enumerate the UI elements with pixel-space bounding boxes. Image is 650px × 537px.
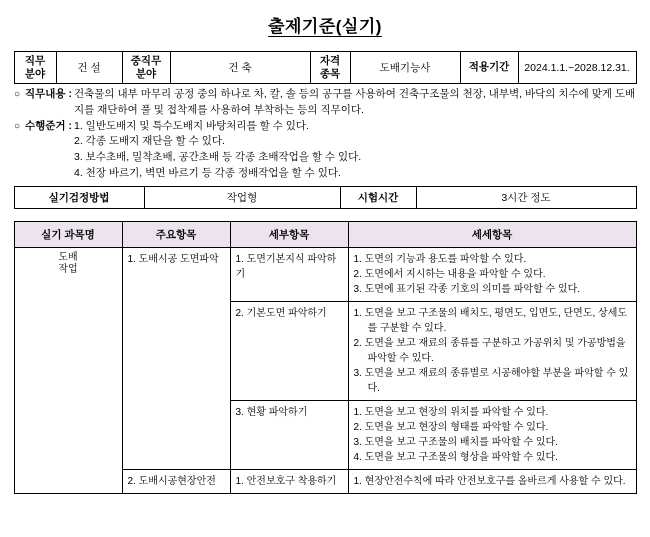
cell-subdetail-1-1 [348, 247, 636, 301]
performance-criteria-label: 수행준거 : [25, 119, 72, 132]
performance-criteria-row [14, 119, 636, 182]
list-item: 2. 도면에서 지시하는 내용을 파악할 수 있다. [353, 268, 546, 280]
circle-marker-icon: ○ [14, 120, 21, 132]
cell-detail-1-3: 3. 현황 파악하기 [230, 400, 348, 469]
list-item: 4. 도면을 보고 구조물의 형상을 파악할 수 있다. [353, 451, 558, 463]
list-item: 1. 현장안전수칙에 따라 안전보호구를 올바르게 사용할 수 있다. [353, 475, 626, 487]
list-item: 3. 도면을 보고 구조물의 배치를 파악할 수 있다. [353, 436, 558, 448]
field-label-duty-field: 직무 분야 [14, 52, 56, 84]
column-header-subdetail: 세세항목 [348, 221, 636, 247]
column-header-subject: 실기 과목명 [14, 221, 122, 247]
field-value-period: 2024.1.1.~2028.12.31. [518, 52, 636, 84]
list-item: 1. 도면을 보고 구조물의 배치도, 평면도, 입면도, 단면도, 상세도를 구분할 수 있다. [353, 307, 628, 334]
performance-criteria-list [72, 119, 636, 182]
table-row [14, 186, 636, 208]
field-value-duty-field: 건 설 [56, 52, 122, 84]
duty-description-text: 건축물의 내부 마무리 공정 중의 하나로 차, 칼, 솔 등의 공구를 사용하여 건축구조물의 천장, 내부벽, 바닥의 치수에 맞게 도배지를 재단하여 풀 및 접착제를 사용하여 부착하는 등의 직무이다. [74, 88, 636, 116]
duty-description-block [14, 84, 636, 184]
criteria-detail-table [14, 221, 637, 494]
cell-major-1: 1. 도배시공 도면파악 [122, 247, 230, 469]
list-item: 2. 도면을 보고 현장의 형태를 파악할 수 있다. [353, 421, 549, 433]
list-item: 2. 각종 도배지 재단을 할 수 있다. [74, 135, 225, 148]
column-header-detail: 세부항목 [230, 221, 348, 247]
header-info-table [14, 51, 637, 84]
field-label-period: 적용기간 [460, 52, 518, 84]
page-title: 출제기준(실기) [268, 17, 382, 36]
column-header-major: 주요항목 [122, 221, 230, 247]
cell-detail-2-1: 1. 안전보호구 착용하기 [230, 469, 348, 493]
exam-time-label: 시험시간 [340, 186, 416, 208]
duty-description-row [14, 87, 636, 119]
list-item: 1. 도면의 기능과 용도를 파악할 수 있다. [353, 253, 527, 265]
cell-major-2: 2. 도배시공현장안전 [122, 469, 230, 493]
list-item: 2. 도면을 보고 재료의 종류를 구분하고 가공위치 및 가공방법을 파악할 수 있다. [353, 337, 626, 364]
circle-marker-icon: ○ [14, 89, 21, 101]
duty-description-label: 직무내용 : [25, 88, 72, 101]
exam-method-table [14, 186, 637, 209]
field-value-mid-duty-field: 건 축 [170, 52, 310, 84]
field-label-mid-duty-field: 중직무 분야 [122, 52, 170, 84]
table-row [14, 247, 636, 301]
cell-subdetail-1-3 [348, 400, 636, 469]
exam-time-value: 3시간 정도 [416, 186, 636, 208]
table-header-row [14, 221, 636, 247]
list-item: 3. 보수초배, 밀착초배, 공간초배 등 각종 초배작업을 할 수 있다. [74, 151, 362, 164]
cell-subdetail-2-1 [348, 469, 636, 493]
cell-detail-1-1: 1. 도면기본지식 파악하기 [230, 247, 348, 301]
list-item: 1. 일반도배지 및 특수도배지 바탕처리를 할 수 있다. [74, 119, 309, 132]
exam-method-value: 작업형 [144, 186, 340, 208]
list-item: 3. 도면을 보고 재료의 종류별로 시공해야할 부분을 파악할 수 있다. [353, 367, 629, 394]
list-item: 3. 도면에 표기된 각종 기호의 의미를 파악할 수 있다. [353, 283, 581, 295]
exam-method-label: 실기검정방법 [14, 186, 144, 208]
table-row [14, 52, 636, 84]
cell-subdetail-1-2 [348, 301, 636, 400]
list-item: 1. 도면을 보고 현장의 위치를 파악할 수 있다. [353, 406, 549, 418]
field-value-qualification: 도배기능사 [350, 52, 460, 84]
cell-subject: 도배 작업 [14, 247, 122, 493]
field-label-qualification: 자격 종목 [310, 52, 350, 84]
document-page [0, 12, 650, 537]
cell-detail-1-2: 2. 기본도면 파악하기 [230, 301, 348, 400]
list-item: 4. 천장 바르기, 벽면 바르기 등 각종 정배작업을 할 수 있다. [74, 166, 341, 179]
